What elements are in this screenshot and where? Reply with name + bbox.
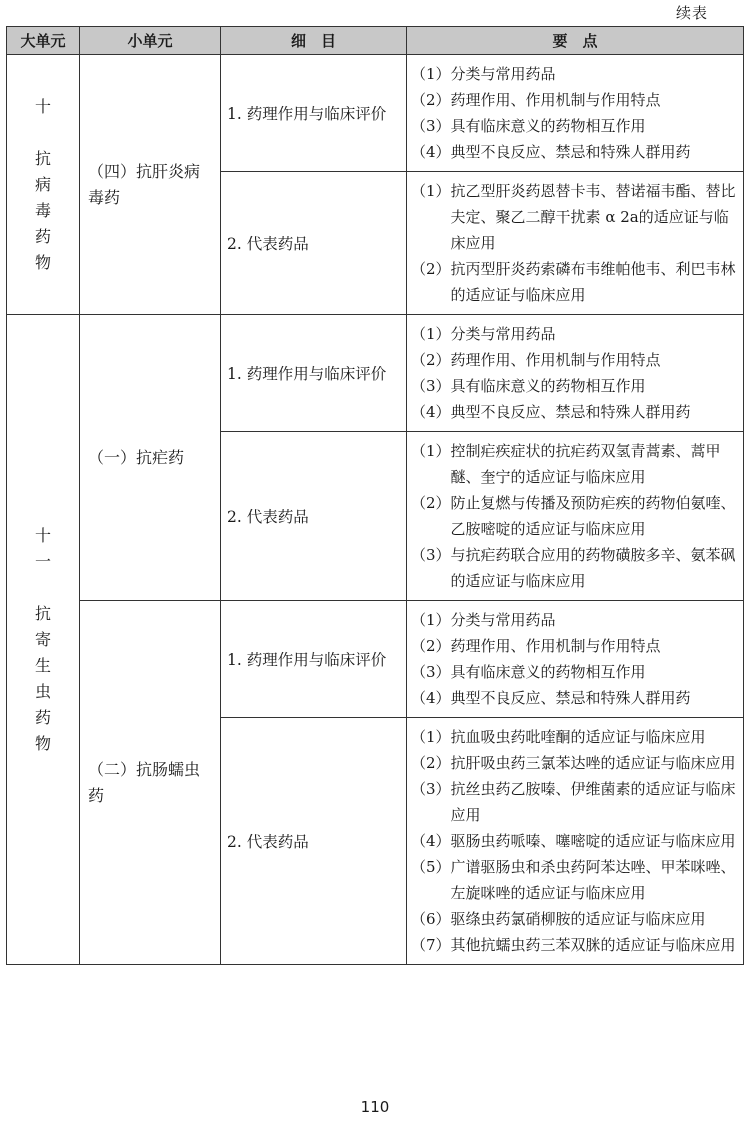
point-text: 防止复燃与传播及预防疟疾的药物伯氨喹、乙胺嘧啶的适应证与临床应用: [450, 494, 736, 538]
detail-cell: 2. 代表药品: [221, 718, 407, 965]
point-number: （2）: [411, 637, 451, 655]
point-number: （6）: [411, 910, 451, 928]
point-text: 抗丙型肝炎药索磷布韦维帕他韦、利巴韦林的适应证与临床应用: [450, 260, 736, 304]
point-text: 具有临床意义的药物相互作用: [450, 663, 646, 681]
detail-cell: 1. 药理作用与临床评价: [221, 315, 407, 432]
point-item: [411, 347, 739, 373]
detail-cell: 1. 药理作用与临床评价: [221, 601, 407, 718]
point-text: 典型不良反应、禁忌和特殊人群用药: [450, 403, 691, 421]
point-number: （4）: [411, 689, 451, 707]
point-item: [411, 87, 739, 113]
point-number: （3）: [411, 377, 451, 395]
point-text: 药理作用、作用机制与作用特点: [450, 91, 661, 109]
point-item: [411, 854, 739, 906]
point-text: 典型不良反应、禁忌和特殊人群用药: [450, 143, 691, 161]
detail-cell: 2. 代表药品: [221, 172, 407, 315]
detail-cell: 2. 代表药品: [221, 432, 407, 601]
point-number: （4）: [411, 832, 451, 850]
point-number: （2）: [411, 351, 451, 369]
header-subunit: 小单元: [80, 27, 221, 55]
points-cell: [407, 718, 744, 965]
unit-cell: [7, 315, 80, 965]
point-item: [411, 633, 739, 659]
point-text: 具有临床意义的药物相互作用: [450, 377, 646, 395]
unit-title-char: 物: [34, 733, 51, 753]
point-number: （1）: [411, 442, 451, 460]
unit-title-char: 生: [34, 655, 51, 675]
table-row: [7, 601, 744, 718]
point-number: （2）: [411, 260, 451, 278]
unit-cell: [7, 55, 80, 315]
unit-title-char: 抗: [34, 603, 51, 623]
table-header-row: [7, 27, 744, 55]
point-item: [411, 321, 739, 347]
point-number: （2）: [411, 754, 451, 772]
point-item: [411, 490, 739, 542]
point-item: [411, 61, 739, 87]
point-number: （1）: [411, 611, 451, 629]
point-number: （3）: [411, 663, 451, 681]
point-number: （2）: [411, 91, 451, 109]
point-text: 分类与常用药品: [450, 611, 556, 629]
point-text: 控制疟疾症状的抗疟药双氢青蒿素、蒿甲醚、奎宁的适应证与临床应用: [450, 442, 721, 486]
point-number: （1）: [411, 182, 451, 200]
point-number: （1）: [411, 728, 451, 746]
point-item: [411, 932, 739, 958]
point-item: [411, 256, 739, 308]
point-text: 其他抗蠕虫药三苯双脒的适应证与临床应用: [450, 936, 736, 954]
header-unit: 大单元: [7, 27, 80, 55]
point-text: 与抗疟药联合应用的药物磺胺多辛、氨苯砜的适应证与临床应用: [450, 546, 736, 590]
point-text: 抗血吸虫药吡喹酮的适应证与临床应用: [450, 728, 706, 746]
point-item: [411, 542, 739, 594]
point-item: [411, 399, 739, 425]
unit-title-char: 虫: [34, 681, 51, 701]
subunit-cell: （一）抗疟药: [80, 315, 221, 601]
point-item: [411, 828, 739, 854]
point-item: [411, 724, 739, 750]
continued-label: 续表: [675, 4, 708, 22]
point-text: 分类与常用药品: [450, 325, 556, 343]
table-body: [7, 55, 744, 965]
point-number: （1）: [411, 325, 451, 343]
point-item: [411, 776, 739, 828]
unit-vertical-title: [33, 523, 53, 757]
unit-vertical-title: [33, 94, 53, 276]
subunit-cell: （二）抗肠蠕虫药: [80, 601, 221, 965]
point-item: [411, 139, 739, 165]
point-text: 具有临床意义的药物相互作用: [450, 117, 646, 135]
header-detail: 细 目: [221, 27, 407, 55]
point-item: [411, 178, 739, 256]
unit-number-char: 十: [34, 525, 51, 545]
point-text: 驱绦虫药氯硝柳胺的适应证与临床应用: [450, 910, 706, 928]
point-text: 典型不良反应、禁忌和特殊人群用药: [450, 689, 691, 707]
table-row: [7, 55, 744, 172]
points-cell: [407, 601, 744, 718]
point-text: 抗丝虫药乙胺嗪、伊维菌素的适应证与临床应用: [450, 780, 736, 824]
header-points: 要 点: [407, 27, 744, 55]
point-text: 抗肝吸虫药三氯苯达唑的适应证与临床应用: [450, 754, 736, 772]
point-item: [411, 685, 739, 711]
unit-title-char: 抗: [34, 148, 51, 168]
point-text: 广谱驱肠虫和杀虫药阿苯达唑、甲苯咪唑、左旋咪唑的适应证与临床应用: [450, 858, 736, 902]
unit-title-char: 药: [34, 707, 51, 727]
points-cell: [407, 315, 744, 432]
points-cell: [407, 432, 744, 601]
unit-title-char: 寄: [34, 629, 51, 649]
point-text: 抗乙型肝炎药恩替卡韦、替诺福韦酯、替比夫定、聚乙二醇干扰素 α 2a的适应证与临床应用: [450, 182, 736, 252]
syllabus-table: [6, 26, 744, 965]
point-number: （5）: [411, 858, 451, 876]
table-row: [7, 315, 744, 432]
detail-cell: 1. 药理作用与临床评价: [221, 55, 407, 172]
point-number: （4）: [411, 143, 451, 161]
point-item: [411, 607, 739, 633]
point-number: （3）: [411, 117, 451, 135]
unit-number-char: 一: [34, 551, 51, 571]
unit-title-char: 毒: [34, 200, 51, 220]
points-cell: [407, 55, 744, 172]
unit-title-char: 药: [34, 226, 51, 246]
point-item: [411, 659, 739, 685]
point-text: 分类与常用药品: [450, 65, 556, 83]
unit-title-char: 病: [34, 174, 51, 194]
point-text: 药理作用、作用机制与作用特点: [450, 637, 661, 655]
point-item: [411, 113, 739, 139]
point-item: [411, 373, 739, 399]
point-number: （2）: [411, 494, 451, 512]
point-number: （3）: [411, 546, 451, 564]
point-text: 驱肠虫药哌嗪、噻嘧啶的适应证与临床应用: [450, 832, 736, 850]
point-number: （4）: [411, 403, 451, 421]
point-item: [411, 750, 739, 776]
point-number: （7）: [411, 936, 451, 954]
point-number: （1）: [411, 65, 451, 83]
point-item: [411, 438, 739, 490]
point-number: （3）: [411, 780, 451, 798]
subunit-cell: （四）抗肝炎病毒药: [80, 55, 221, 315]
point-text: 药理作用、作用机制与作用特点: [450, 351, 661, 369]
page-number: 110: [360, 1098, 390, 1116]
unit-number-char: 十: [34, 96, 51, 116]
point-item: [411, 906, 739, 932]
points-cell: [407, 172, 744, 315]
unit-title-char: 物: [34, 252, 51, 272]
